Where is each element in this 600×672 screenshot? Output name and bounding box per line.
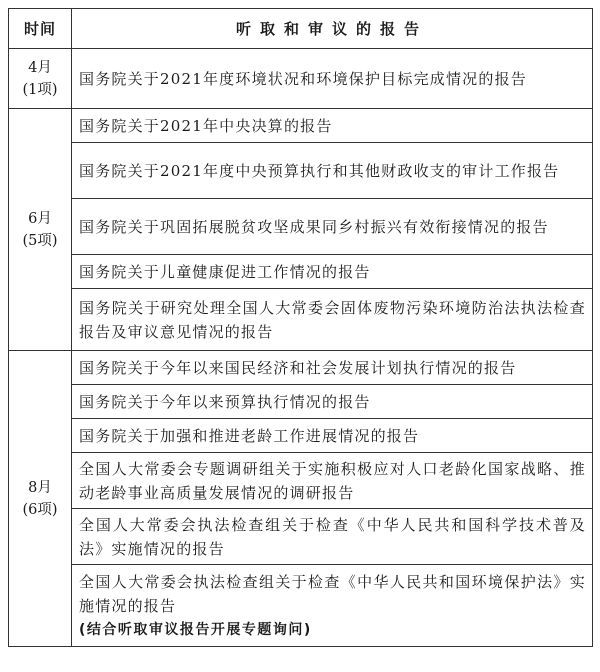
report-item: 国务院关于2021年度中央预算执行和其他财政收支的审计工作报告 <box>72 143 593 199</box>
report-item: 国务院关于今年以来国民经济和社会发展计划执行情况的报告 <box>72 351 593 385</box>
month-label: 8月 <box>28 479 52 496</box>
report-schedule <box>8 8 592 647</box>
table-row <box>9 419 593 453</box>
table-row <box>9 109 593 143</box>
table-row <box>9 351 593 385</box>
report-item-with-note <box>72 565 593 647</box>
report-item: 国务院关于研究处理全国人大常委会固体废物污染环境防治法执法检查报告及审议意见情况的报告 <box>72 289 593 351</box>
report-item: 国务院关于巩固拓展脱贫攻坚成果同乡村振兴有效衔接情况的报告 <box>72 199 593 255</box>
table-row <box>9 453 593 509</box>
report-item: 国务院关于儿童健康促进工作情况的报告 <box>72 255 593 289</box>
report-item: 国务院关于2021年中央决算的报告 <box>72 109 593 143</box>
month-cell-august <box>9 351 72 647</box>
table-row <box>9 49 593 109</box>
report-item: 国务院关于2021年度环境状况和环境保护目标完成情况的报告 <box>72 49 593 109</box>
month-count: (5项) <box>22 232 58 249</box>
month-cell-june <box>9 109 72 351</box>
table-row <box>9 143 593 199</box>
table-row <box>9 509 593 565</box>
month-count: (1项) <box>22 81 58 98</box>
table-row <box>9 565 593 647</box>
report-item-text: 全国人大常委会执法检查组关于检查《中华人民共和国环境保护法》实施情况的报告 <box>79 572 586 615</box>
header-title: 听取和审议的报告 <box>72 9 593 49</box>
header-time: 时间 <box>9 9 72 49</box>
month-count: (6项) <box>22 501 58 518</box>
table-row <box>9 255 593 289</box>
report-item: 全国人大常委会执法检查组关于检查《中华人民共和国科学技术普及法》实施情况的报告 <box>72 509 593 565</box>
report-item: 国务院关于今年以来预算执行情况的报告 <box>72 385 593 419</box>
table-row <box>9 385 593 419</box>
table-row <box>9 199 593 255</box>
month-cell-april <box>9 49 72 109</box>
report-item: 国务院关于加强和推进老龄工作进展情况的报告 <box>72 419 593 453</box>
month-label: 6月 <box>28 210 52 227</box>
header-row <box>9 9 593 49</box>
table-row <box>9 289 593 351</box>
report-item-note: (结合听取审议报告开展专题询问) <box>79 621 312 638</box>
month-label: 4月 <box>28 59 52 76</box>
report-item: 全国人大常委会专题调研组关于实施积极应对人口老龄化国家战略、推动老龄事业高质量发展情况的调研报告 <box>72 453 593 509</box>
report-table <box>8 8 593 647</box>
